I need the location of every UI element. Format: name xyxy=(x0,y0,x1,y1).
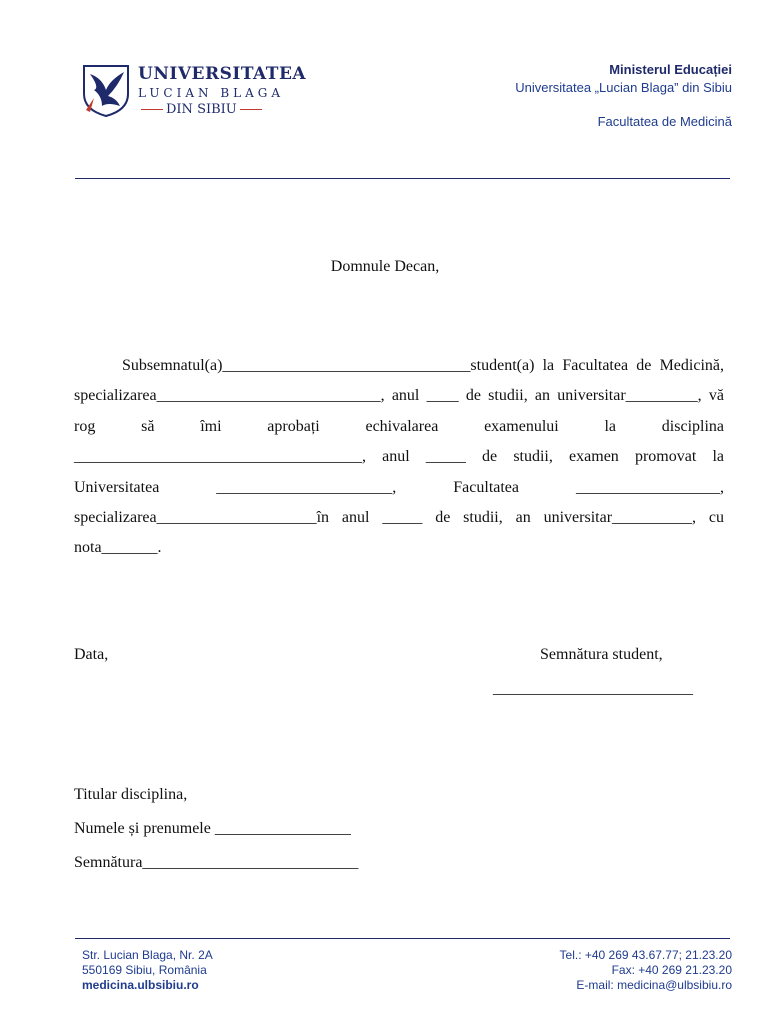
university-label: Universitatea „Lucian Blaga” din Sibiu xyxy=(515,80,732,95)
footer-divider xyxy=(75,938,730,939)
student-signature-line[interactable]: _________________________ xyxy=(493,680,693,697)
logo-text-lucian-blaga: LUCIAN BLAGA xyxy=(138,86,285,100)
footer-website-link[interactable] xyxy=(82,978,213,993)
footer-email[interactable]: E-mail: medicina@ulbsibiu.ro xyxy=(576,978,732,992)
footer-city: 550169 Sibiu, România xyxy=(82,963,207,977)
request-text: Subsemnatul(a)_______________________________student(a) la Facultatea de Medicină, specializarea____________________________, anul ____ de studii, an universitar_________, vă rog să îmi aprobați echivalarea examenului la disciplina ____________________________________, anul _____ de studii, examen promovat la Universitatea ______________________, Facultatea __________________, specializarea____________________în anul _____ de studii, an universitar__________, cu nota_______. xyxy=(74,357,724,557)
logo-din-sibiu-label: DIN SIBIU xyxy=(166,102,237,117)
student-signature-label: Semnătura student, xyxy=(540,646,663,663)
logo-text-universitatea: UNIVERSITATEA xyxy=(138,64,307,84)
titular-signature-field[interactable]: Semnătura___________________________ xyxy=(74,854,359,871)
footer-address xyxy=(82,948,213,993)
request-paragraph xyxy=(74,351,724,564)
footer-contact xyxy=(560,948,732,993)
ministry-label: Ministerul Educației xyxy=(609,62,732,77)
bird-emblem-icon xyxy=(80,60,132,118)
header-divider xyxy=(75,178,730,179)
titular-name-field[interactable]: Numele și prenumele _________________ xyxy=(74,820,351,837)
footer-fax: Fax: +40 269 21.23.20 xyxy=(611,963,732,977)
logo-red-rule xyxy=(141,109,163,110)
faculty-label: Facultatea de Medicină xyxy=(597,114,732,129)
titular-label: Titular disciplina, xyxy=(74,786,188,803)
logo-text-din-sibiu xyxy=(138,102,265,117)
footer-street: Str. Lucian Blaga, Nr. 2A xyxy=(82,948,213,962)
footer-website[interactable]: medicina.ulbsibiu.ro xyxy=(82,978,199,992)
date-label: Data, xyxy=(74,646,109,663)
footer-tel: Tel.: +40 269 43.67.77; 21.23.20 xyxy=(559,948,732,962)
university-logo xyxy=(80,60,320,122)
salutation: Domnule Decan, xyxy=(330,258,440,275)
logo-red-rule xyxy=(240,109,262,110)
